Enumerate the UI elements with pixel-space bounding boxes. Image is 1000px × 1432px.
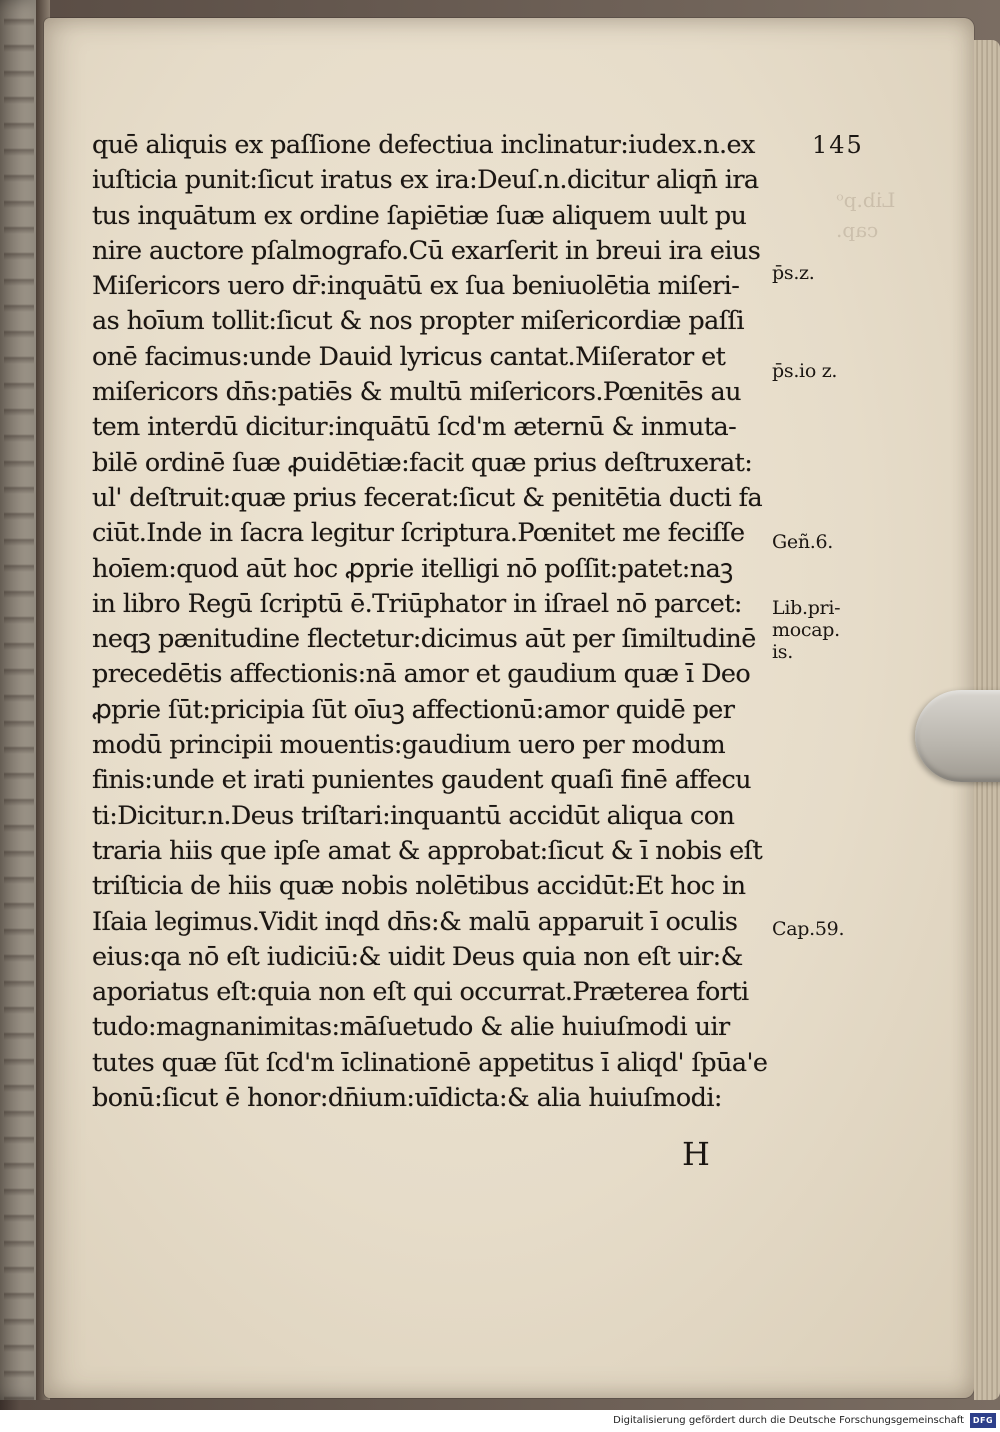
text-line: traria hiis que ipſe amat & approbat:ſicut & ī nobis eſt: [92, 835, 763, 866]
folio-number: 145: [812, 131, 864, 159]
text-line: triſticia de hiis quæ nobis nolētibus accidūt:Et hoc in: [92, 871, 746, 902]
text-line: bonū:ſicut ē honor:dn̄ium:uīdicta:& alia huiuſmodi:: [92, 1083, 722, 1114]
text-line: tudo:magnanimitas:māſuetudo & alie huiuſmodi uir: [92, 1012, 730, 1043]
text-line: iuſticia punit:ſicut iratus ex ira:Deuſ.n.dicitur aliqn̄ ira: [92, 165, 759, 196]
text-line: Iſaia legimus.Vidit inqd dn̄s:& malū apparuit ī oculis: [92, 906, 738, 937]
margin-note-genesis-6: Geñ.6.: [772, 531, 834, 553]
text-line: nire auctore pſalmografo.Cū exarſerit in breui ira eius: [92, 235, 761, 266]
text-line: tem interdū dicitur:inquātū ſcd'm æternū & inmuta-: [92, 412, 737, 443]
text-line: ul' deſtruit:quæ prius fecerat:ſicut & penitētia ducti fa: [92, 482, 763, 513]
main-text-block: [92, 128, 772, 1116]
show-through-text: cap.: [836, 218, 879, 242]
facing-page-edge: [0, 0, 40, 1400]
text-line: tus inquātum ex ordine ſapiētiæ ſuæ aliquem uult pu: [92, 200, 747, 231]
text-line: hoīem:quod aūt hoc ꝓprie itelligi nō poſſit:patet:naꝫ: [92, 553, 733, 584]
margin-note-psalm-2: p̄s.z.: [772, 262, 815, 284]
text-line: eius:qa nō eſt iudiciū:& uidit Deus quia non eſt uir:&: [92, 941, 743, 972]
text-line: as hoīum tollit:ſicut & nos propter miſericordiæ paſſi: [92, 306, 744, 337]
text-line: in libro Regū ſcriptū ē.Triūphator in iſrael nō parcet:: [92, 588, 742, 619]
text-line: tutes quæ ſūt ſcd'm īclinationē appetitus ī aliqd' ſpūa'e: [92, 1047, 768, 1078]
show-through-text: Lib.pᵒ: [836, 188, 896, 212]
text-line: onē facimus:unde Dauid lyricus cantat.Miſerator et: [92, 341, 726, 372]
dfg-logo-icon: DFG: [970, 1413, 996, 1428]
text-line: aporiatus eſt:quia non eſt qui occurrat.Præterea forti: [92, 977, 749, 1008]
margin-note-psalm-102: p̄s.io z.: [772, 360, 838, 382]
footer-credit: Digitalisierung gefördert durch die Deutsche Forschungsgemeinschaft: [613, 1415, 964, 1426]
text-line: bilē ordinē ſuæ ꝓuidētiæ:facit quæ prius deſtruxerat:: [92, 447, 753, 478]
text-line: neqꝫ pænitudine flectetur:dicimus aūt per ſimiltudinē: [92, 624, 756, 655]
text-line: ciūt.Inde in ſacra legitur ſcriptura.Pœnitet me feciſſe: [92, 518, 745, 549]
text-line: modū principii mouentis:gaudium uero per modum: [92, 730, 726, 761]
margin-note-liber-primo: Lib.pri- mocap. is.: [772, 597, 841, 663]
signature-mark: H: [682, 1135, 710, 1173]
text-line: ꝓprie ſūt:pricipia ſūt oīuꝫ affectionū:amor quidē per: [92, 694, 735, 725]
margin-note-cap-59: Cap.59.: [772, 918, 845, 940]
text-line: Miſericors uero dr̄:inquātū ex ſua beniuolētia miſeri-: [92, 271, 740, 302]
footer-bar: [0, 1410, 1000, 1432]
page-clip-holder: [915, 690, 1000, 782]
text-line: quē aliquis ex paſſione defectiua inclinatur:iudex.n.ex: [92, 130, 755, 160]
text-line: miſericors dn̄s:patiēs & multū miſericors.Pœnitēs au: [92, 377, 741, 408]
text-line: finis:unde et irati punientes gaudent quaſi finē affecu: [92, 765, 751, 796]
text-line: precedētis affectionis:nā amor et gaudium quæ ī Deo: [92, 659, 751, 690]
facing-page-text-bleed: [4, 0, 34, 1400]
text-line: ti:Dicitur.n.Deus triſtari:inquantū accidūt aliqua con: [92, 800, 735, 831]
